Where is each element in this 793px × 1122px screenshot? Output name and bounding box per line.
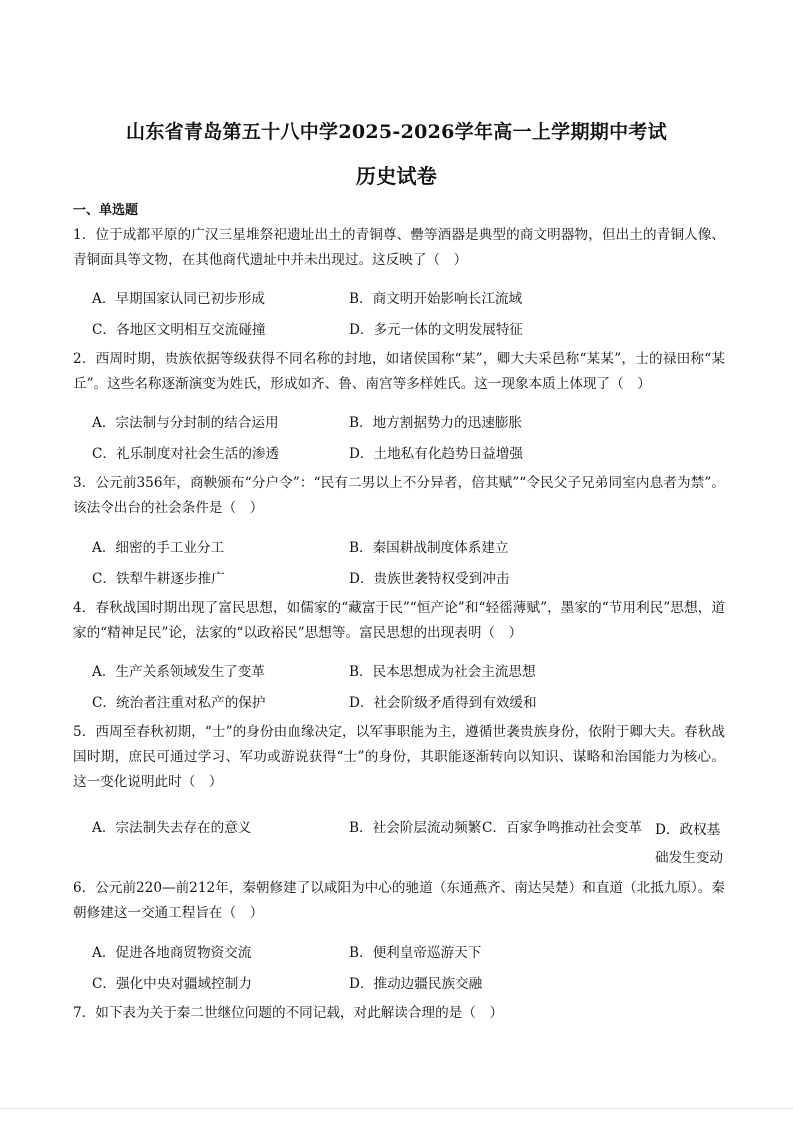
question-3-stem: 3．公元前356年，商鞅颁布“分户令”：“民有二男以上不分异者，倍其赋”“令民父子兄弟同室内息者为禁”。该法令出台的社会条件是（ ） bbox=[73, 475, 725, 516]
question-2-option-d: D．土地私有化趋势日益增强 bbox=[349, 446, 524, 462]
question-2-stem: 2．西周时期，贵族依据等级获得不同名称的封地，如诸侯国称“某”，卿大夫采邑称“某某”，士的禄田称“某丘”。这些名称逐渐演变为姓氏，形成如齐、鲁、南宫等多样姓氏。这一现象本质上体现了（ ） bbox=[73, 351, 725, 392]
question-5-option-d: D．政权基础发生变动 bbox=[655, 822, 723, 866]
question-4-stem: 4．春秋战国时期出现了富民思想，如儒家的“藏富于民”“恒产论”和“轻徭薄赋”，墨家的“节用利民”思想，道家的“精神足民”论，法家的“以政裕民”思想等。富民思想的出现表明（ ） bbox=[73, 600, 725, 641]
question-5-option-a: A．宗法制失去存在的意义 bbox=[92, 820, 252, 836]
question-1-option-d: D．多元一体的文明发展特征 bbox=[349, 322, 524, 338]
page-bottom-divider bbox=[0, 1108, 793, 1109]
question-6-option-a: A．促进各地商贸物资交流 bbox=[92, 945, 252, 961]
question-2-option-a: A．宗法制与分封制的结合运用 bbox=[92, 415, 279, 431]
question-1-stem: 1．位于成都平原的广汉三星堆祭祀遗址出土的青铜尊、罍等酒器是典型的商文明器物，但出土的青铜人像、青铜面具等文物，在其他商代遗址中并未出现过。这反映了（ ） bbox=[73, 227, 725, 268]
question-5-option-b: B．社会阶层流动频繁 bbox=[349, 820, 482, 836]
question-6-option-b: B．便利皇帝巡游天下 bbox=[349, 945, 482, 961]
question-3-option-b: B．秦国耕战制度体系建立 bbox=[349, 540, 509, 556]
question-4-option-a: A．生产关系领域发生了变革 bbox=[92, 664, 265, 680]
question-3-option-a: A．细密的手工业分工 bbox=[92, 540, 225, 556]
question-5-stem: 5．西周至春秋初期，“士”的身份由血缘决定，以军事职能为主，遵循世袭贵族身份，依附于卿大夫。春秋战国时期，庶民可通过学习、军功或游说获得“士”的身份，其职能逐渐转向以知识、谋略和治国能力为核心。这一变化说明此时（ ） bbox=[73, 724, 725, 790]
question-6-stem: 6．公元前220—前212年，秦朝修建了以咸阳为中心的驰道（东通燕齐、南达吴楚）和直道（北抵九原）。秦朝修建这一交通工程旨在（ ） bbox=[73, 880, 725, 921]
question-6-option-c: C．强化中央对疆域控制力 bbox=[92, 976, 252, 992]
question-5-option-c: C．百家争鸣推动社会变革 bbox=[482, 820, 642, 836]
section-heading: 一、单选题 bbox=[73, 203, 139, 218]
question-3-option-c: C．铁犁牛耕逐步推广 bbox=[92, 571, 225, 587]
question-2-option-b: B．地方割据势力的迅速膨胀 bbox=[349, 415, 523, 431]
question-4-option-c: C．统治者注重对私产的保护 bbox=[92, 695, 266, 711]
question-2-option-c: C．礼乐制度对社会生活的渗透 bbox=[92, 446, 280, 462]
question-7-stem: 7．如下表为关于秦二世继位问题的不同记载，对此解读合理的是（ ） bbox=[73, 1005, 504, 1021]
question-1-option-c: C．各地区文明相互交流碰撞 bbox=[92, 322, 266, 338]
page-title: 山东省青岛第五十八中学2025-2026学年高一上学期期中考试 bbox=[126, 121, 667, 143]
question-1-option-a: A．早期国家认同已初步形成 bbox=[92, 291, 265, 307]
question-4-option-d: D．社会阶级矛盾得到有效缓和 bbox=[349, 695, 537, 711]
question-3-option-d: D．贵族世袭特权受到冲击 bbox=[349, 571, 510, 587]
question-4-option-b: B．民本思想成为社会主流思想 bbox=[349, 664, 536, 680]
question-1-option-b: B．商文明开始影响长江流域 bbox=[349, 291, 523, 307]
page-subtitle: 历史试卷 bbox=[355, 164, 438, 188]
question-6-option-d: D．推动边疆民族交融 bbox=[349, 976, 483, 992]
